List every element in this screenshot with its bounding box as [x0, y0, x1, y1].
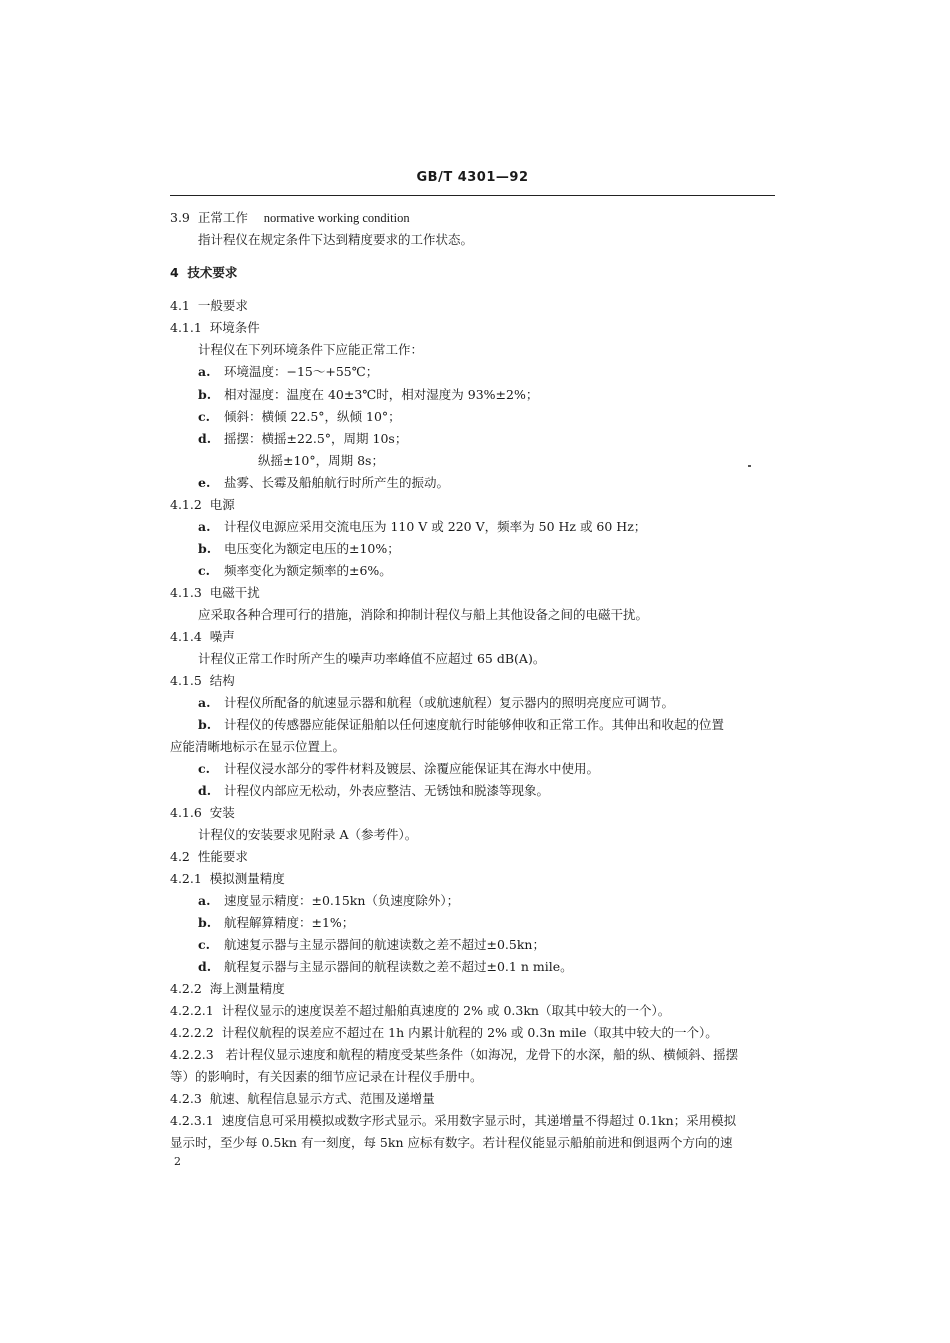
section-4-1-3-heading: 4.1.3 电磁干扰: [170, 585, 260, 600]
header-rule: [170, 195, 775, 196]
section-4-2-3-heading: 4.2.3 航速、航程信息显示方式、范围及递增量: [170, 1091, 435, 1106]
paragraph: 计程仪的安装要求见附录 A（参考件）。: [198, 827, 418, 842]
section-4-2-2-heading: 4.2.2 海上测量精度: [170, 981, 285, 996]
list-item: b. 电压变化为额定电压的±10%；: [198, 541, 400, 556]
page-number: 2: [174, 1155, 181, 1168]
section-4-1-heading: 4.1 一般要求: [170, 298, 248, 313]
list-item: a. 环境温度：−15～+55℃；: [198, 364, 379, 379]
section-4-1-5-heading: 4.1.5 结构: [170, 673, 235, 688]
section-english-title: normative working condition: [263, 211, 410, 225]
clause: 4.2.3.1 速度信息可采用模拟或数字形式显示。采用数字显示时，其递增量不得超过 0.1kn；采用模拟: [170, 1113, 737, 1128]
list-item: e. 盐雾、长霉及船舶航行时所产生的振动。: [198, 475, 450, 490]
section-4-1-4-heading: 4.1.4 噪声: [170, 629, 235, 644]
list-item: c. 计程仪浸水部分的零件材料及镀层、涂覆应能保证其在海水中使用。: [198, 761, 600, 776]
list-item: a. 计程仪所配备的航速显示器和航程（或航速航程）复示器内的照明亮度应可调节。: [198, 695, 675, 710]
list-item: b. 航程解算精度：±1%；: [198, 915, 355, 930]
section-4-2-heading: 4.2 性能要求: [170, 849, 248, 864]
list-item: c. 航速复示器与主显示器间的航速读数之差不超过±0.5kn；: [198, 937, 545, 952]
section-4-heading: 4 技术要求: [170, 265, 238, 280]
paragraph: 指计程仪在规定条件下达到精度要求的工作状态。: [198, 232, 474, 247]
list-item: c. 频率变化为额定频率的±6%。: [198, 563, 392, 578]
section-title: 正常工作: [197, 210, 248, 225]
list-item: d. 航程复示器与主显示器间的航程读数之差不超过±0.1 n mile。: [198, 959, 573, 974]
clause: 4.2.2.1 计程仪显示的速度误差不超过船舶真速度的 2% 或 0.3kn（取其中较大的一个）。: [170, 1003, 671, 1018]
clause-continuation: 等）的影响时，有关因素的细节应记录在计程仪手册中。: [170, 1069, 483, 1084]
list-item: b. 相对湿度：温度在 40±3℃时，相对湿度为 93%±2%；: [198, 387, 539, 402]
scan-speck: [748, 465, 751, 467]
paragraph: 计程仪在下列环境条件下应能正常工作：: [198, 342, 424, 357]
section-3-9-heading: [170, 209, 410, 227]
list-item: a. 计程仪电源应采用交流电压为 110 V 或 220 V，频率为 50 Hz 或 60 Hz；: [198, 519, 647, 534]
clause: 4.2.2.2 计程仪航程的误差应不超过在 1h 内累计航程的 2% 或 0.3n mile（取其中较大的一个）。: [170, 1025, 718, 1040]
list-item-continuation: 应能清晰地标示在显示位置上。: [170, 739, 346, 754]
page-header: GB/T 4301—92: [416, 170, 529, 185]
section-4-1-2-heading: 4.1.2 电源: [170, 497, 235, 512]
section-4-2-1-heading: 4.2.1 模拟测量精度: [170, 871, 285, 886]
section-4-1-1-heading: 4.1.1 环境条件: [170, 320, 260, 335]
list-item-continuation: 纵摇±10°，周期 8s；: [258, 453, 384, 468]
list-item: d. 摇摆：横摇±22.5°，周期 10s；: [198, 431, 408, 446]
list-item: c. 倾斜：横倾 22.5°，纵倾 10°；: [198, 409, 401, 424]
clause: 4.2.2.3 若计程仪显示速度和航程的精度受某些条件（如海况，龙骨下的水深，船的纵、横倾斜、摇摆: [170, 1047, 739, 1062]
list-item: d. 计程仪内部应无松动，外表应整洁、无锈蚀和脱漆等现象。: [198, 783, 550, 798]
list-item: a. 速度显示精度：±0.15kn（负速度除外）；: [198, 893, 460, 908]
paragraph: 计程仪正常工作时所产生的噪声功率峰值不应超过 65 dB(A)。: [198, 651, 546, 666]
clause-continuation: 显示时，至少每 0.5kn 有一刻度，每 5kn 应标有数字。若计程仪能显示船舶前进和倒退两个方向的速: [170, 1135, 733, 1150]
section-4-1-6-heading: 4.1.6 安装: [170, 805, 235, 820]
section-number: 3.9: [170, 210, 190, 225]
paragraph: 应采取各种合理可行的措施，消除和抑制计程仪与船上其他设备之间的电磁干扰。: [198, 607, 649, 622]
list-item: b. 计程仪的传感器应能保证船舶以任何速度航行时能够伸收和正常工作。其伸出和收起的位置: [198, 717, 725, 732]
